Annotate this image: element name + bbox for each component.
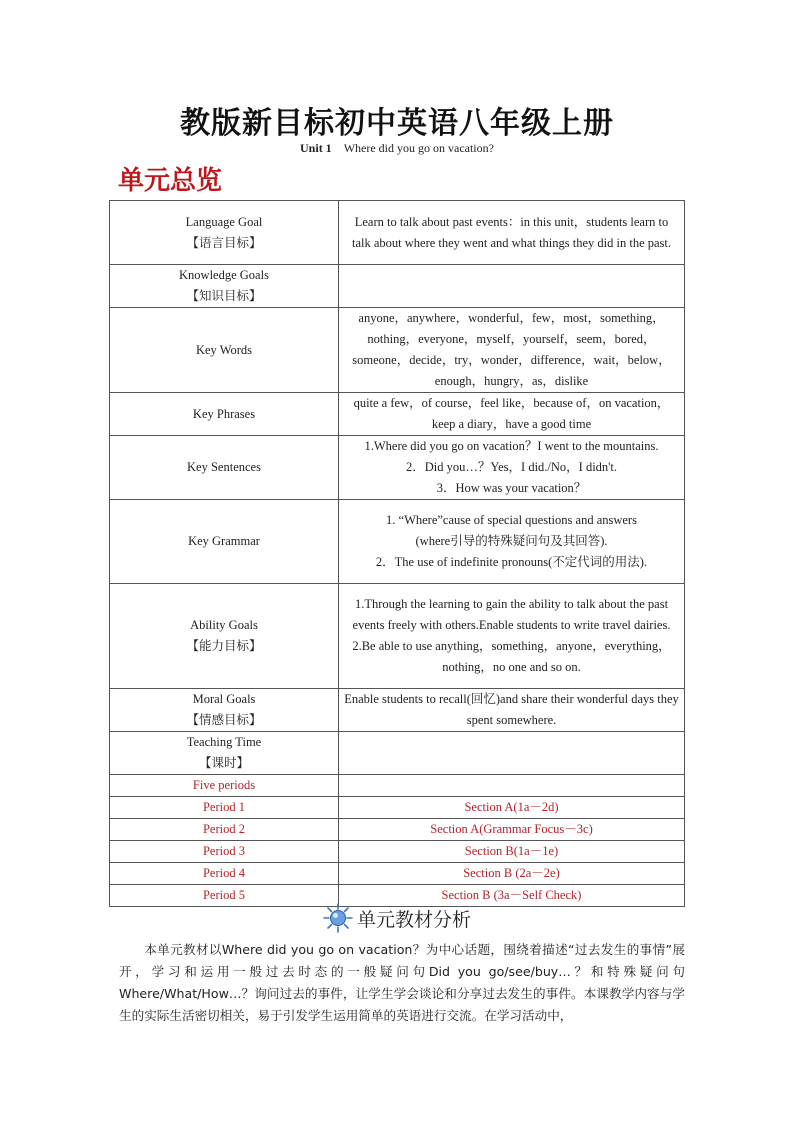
key-grammar-label: Key Grammar [110, 500, 339, 584]
key-grammar-content [339, 500, 685, 584]
moral-goals-label-cn: 【情感目标】 [186, 713, 262, 727]
unit-label: Unit 1 [300, 141, 332, 155]
language-goal-label: Language Goal [185, 214, 263, 229]
period-label: Period 5 [110, 885, 339, 907]
ability-goals-label: Ability Goals [190, 618, 258, 632]
ability-goal-2: 2.Be able to use anything，something，anyone，everything，nothing，no one and so on. [352, 639, 671, 674]
period-section: Section A(Grammar Focus－3c) [339, 819, 685, 841]
ability-goal-1: 1.Through the learning to gain the ability to talk about the past events freely with others.Enable students to write travel dairies. [352, 597, 671, 632]
teaching-time-label: Teaching Time [186, 735, 262, 749]
language-goal-label-cn: 【语言目标】 [186, 235, 262, 250]
ability-goals-content [339, 584, 685, 689]
key-grammar-line-1: 1. “Where”cause of special questions and answers [386, 513, 637, 527]
language-goal-label-cell [110, 201, 339, 265]
key-sentence-3: 3．How was your vacation？ [436, 481, 587, 495]
teaching-time-label-cell [110, 732, 339, 775]
table-row [110, 689, 685, 732]
teaching-time-label-cn: 【课时】 [198, 756, 249, 770]
period-label: Period 3 [110, 841, 339, 863]
analysis-paragraph: 本单元教材以Where did you go on vacation？为中心话题，围绕着描述“过去发生的事情”展开，学习和运用一般过去时态的一般疑问句Did you go/see/buy…？和特殊疑问句Where/What/How…？询问过去的事件，让学生学会谈论和分享过去发生的事件。本课教学内容与学生的实际生活密切相关，易于引发学生运用简单的英语进行交流。在学习活动中， [119, 942, 685, 1023]
table-row [110, 201, 685, 265]
unit-subtitle [0, 141, 794, 156]
period-section: Section B (2a－2e) [339, 863, 685, 885]
knowledge-goals-label-cn: 【知识目标】 [186, 289, 262, 303]
table-row [110, 732, 685, 775]
table-row [110, 265, 685, 308]
moral-goals-label-cell [110, 689, 339, 732]
period-section: Section A(1a－2d) [339, 797, 685, 819]
key-words-label: Key Words [110, 308, 339, 393]
moral-goals-label: Moral Goals [192, 692, 256, 706]
period-label: Period 1 [110, 797, 339, 819]
analysis-heading: 单元教材分析 [356, 909, 471, 931]
key-phrases-label: Key Phrases [110, 393, 339, 436]
analysis-heading-row [0, 903, 794, 938]
table-row [110, 308, 685, 393]
period-label: Period 2 [110, 819, 339, 841]
key-sentence-2: 2．Did you…？Yes，I did./No，I didn't. [405, 460, 618, 474]
ability-goals-label-cn: 【能力目标】 [186, 639, 262, 653]
knowledge-goals-content [339, 265, 685, 308]
table-row [110, 775, 685, 797]
period-section: Section B(1a－1e) [339, 841, 685, 863]
period-section: Section B (3a－Self Check) [339, 885, 685, 907]
table-row [110, 841, 685, 863]
table-row [110, 436, 685, 500]
table-row [110, 500, 685, 584]
key-sentences-label: Key Sentences [110, 436, 339, 500]
five-periods-label: Five periods [110, 775, 339, 797]
teaching-time-content [339, 732, 685, 775]
table-row [110, 819, 685, 841]
ability-goals-label-cell [110, 584, 339, 689]
document-title: 教版新目标初中英语八年级上册 [180, 106, 614, 141]
key-words-content: anyone，anywhere，wonderful，few，most，something，nothing，everyone，myself，yourself，seem，bored，someone，decide，try，wonder，difference，wait，below，enough，hungry，as，dislike [339, 308, 685, 393]
table-row [110, 863, 685, 885]
sun-icon [323, 903, 353, 938]
table-row [110, 584, 685, 689]
table-row [110, 393, 685, 436]
overview-heading: 单元总览 [118, 166, 223, 196]
knowledge-goals-label-cell [110, 265, 339, 308]
five-periods-content [339, 775, 685, 797]
key-grammar-line-3: 2．The use of indefinite pronouns(不定代词的用法). [375, 555, 648, 569]
key-phrases-content: quite a few，of course，feel like，because of，on vacation，keep a diary，have a good time [339, 393, 685, 436]
table-row [110, 797, 685, 819]
key-sentences-content [339, 436, 685, 500]
unit-title: Where did you go on vacation? [343, 141, 494, 155]
period-label: Period 4 [110, 863, 339, 885]
knowledge-goals-label: Knowledge Goals [179, 268, 269, 282]
key-grammar-line-2: (where引导的特殊疑问句及其回答). [415, 534, 608, 548]
moral-goals-content: Enable students to recall(回忆)and share their wonderful days they spent somewhere. [339, 689, 685, 732]
language-goal-content: Learn to talk about past events：in this unit，students learn to talk about where they went and what things they did in the past. [339, 201, 685, 265]
unit-overview-table [109, 200, 685, 907]
key-sentence-1: 1.Where did you go on vacation？I went to the mountains. [364, 439, 659, 453]
